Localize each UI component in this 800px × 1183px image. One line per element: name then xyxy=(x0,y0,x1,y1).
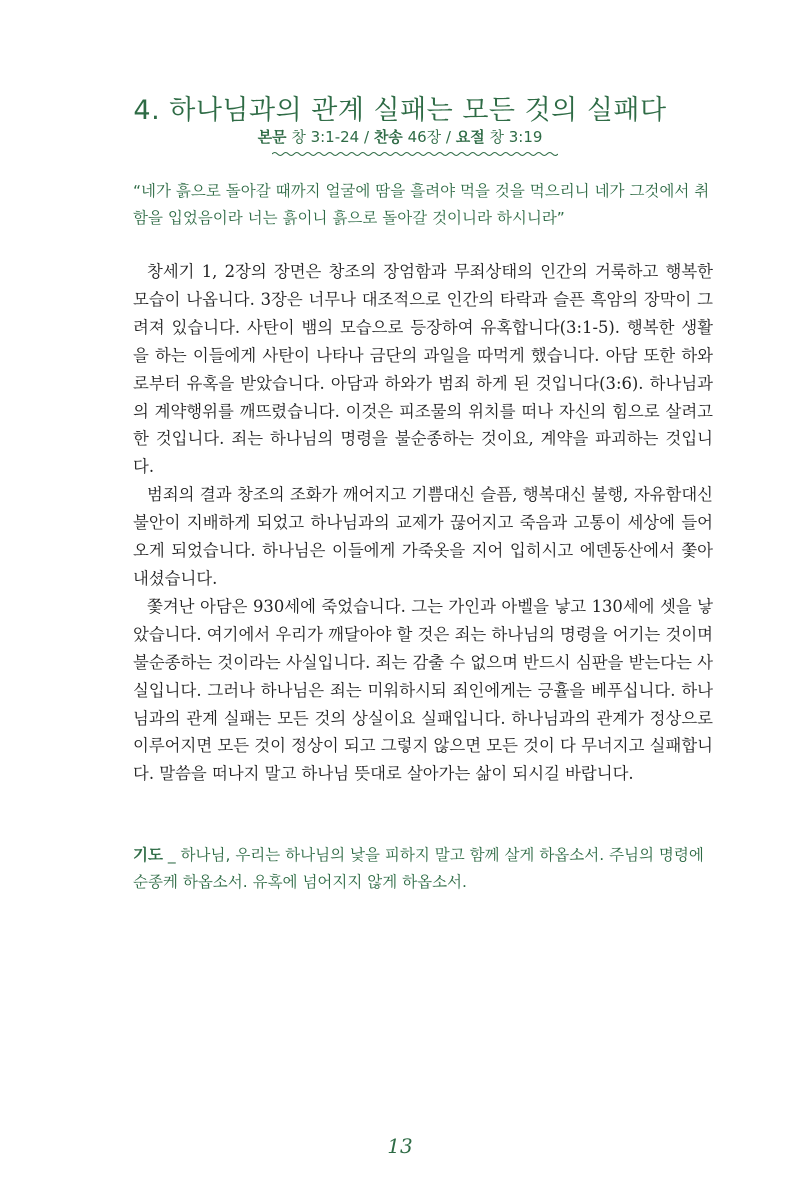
page-title: 4. 하나님과의 관계 실패는 모든 것의 실패다 xyxy=(133,95,667,126)
paragraph-2: 범죄의 결과 창조의 조화가 깨어지고 기쁨대신 슬픔, 행복대신 불행, 자유함대신 불안이 지배하게 되었고 하나님과의 교제가 끊어지고 죽음과 고통이 세상에 들어오게 되었습니다. 하나님은 이들에게 가죽옷을 지어 입히시고 에덴동산에서 쫓아내셨습니다. xyxy=(133,485,713,588)
page-number: 13 xyxy=(387,1134,413,1158)
body-text xyxy=(133,258,713,788)
prayer xyxy=(133,842,713,896)
hymn-label: 찬송 xyxy=(373,128,403,146)
prayer-text: _ 하나님, 우리는 하나님의 낯을 피하지 말고 함께 살게 하옵소서. 주님의 명령에 순종케 하옵소서. 유혹에 넘어지지 않게 하옵소서. xyxy=(133,846,704,891)
verse-value: 창 3:19 xyxy=(484,128,543,146)
verse-label: 요절 xyxy=(455,128,485,146)
text-label: 본문 xyxy=(257,128,287,146)
wavy-divider xyxy=(272,150,558,158)
paragraph-1: 창세기 1, 2장의 장면은 창조의 장엄함과 무죄상태의 인간의 거룩하고 행복한 모습이 나옵니다. 3장은 너무나 대조적으로 인간의 타락과 슬픈 흑암의 장막이 그려져 있습니다. 사탄이 뱀의 모습으로 등장하여 유혹합니다(3:1-5). 행복한 생활을 하는 이들에게 사탄이 나타나 금단의 과일을 따먹게 했습니다. 아담 또한 하와로부터 유혹을 받았습니다. 아담과 하와가 범죄 하게 된 것입니다(3:6). 하나님과의 계약행위를 깨뜨렸습니다. 이것은 피조물의 위치를 떠나 자신의 힘으로 살려고 한 것입니다. 죄는 하나님의 명령을 불순종하는 것이요, 계약을 파괴하는 것입니다. xyxy=(133,262,713,477)
hymn-value: 46장 / xyxy=(402,128,456,146)
scripture-references xyxy=(0,126,800,147)
key-verse-quote: “네가 흙으로 돌아갈 때까지 얼굴에 땀을 흘려야 먹을 것을 먹으리니 네가 그것에서 취함을 입었음이라 너는 흙이니 흙으로 돌아갈 것이니라 하시니라” xyxy=(133,182,710,227)
paragraph-3: 쫓겨난 아담은 930세에 죽었습니다. 그는 가인과 아벨을 낳고 130세에 셋을 낳았습니다. 여기에서 우리가 깨달아야 할 것은 죄는 하나님의 명령을 어기는 것이며 불순종하는 것이라는 사실입니다. 죄는 감출 수 없으며 반드시 심판을 받는다는 사실입니다. 그러나 하나님은 죄는 미워하시되 죄인에게는 긍휼을 베푸십니다. 하나님과의 관계 실패는 모든 것의 상실이요 실패입니다. 하나님과의 관계가 정상으로 이루어지면 모든 것이 정상이 되고 그렇지 않으면 모든 것이 다 무너지고 실패합니다. 말씀을 떠나지 말고 하나님 뜻대로 살아가는 삶이 되시길 바랍니다. xyxy=(133,596,713,784)
prayer-label: 기도 xyxy=(133,846,163,864)
text-value: 창 3:1-24 / xyxy=(286,128,374,146)
